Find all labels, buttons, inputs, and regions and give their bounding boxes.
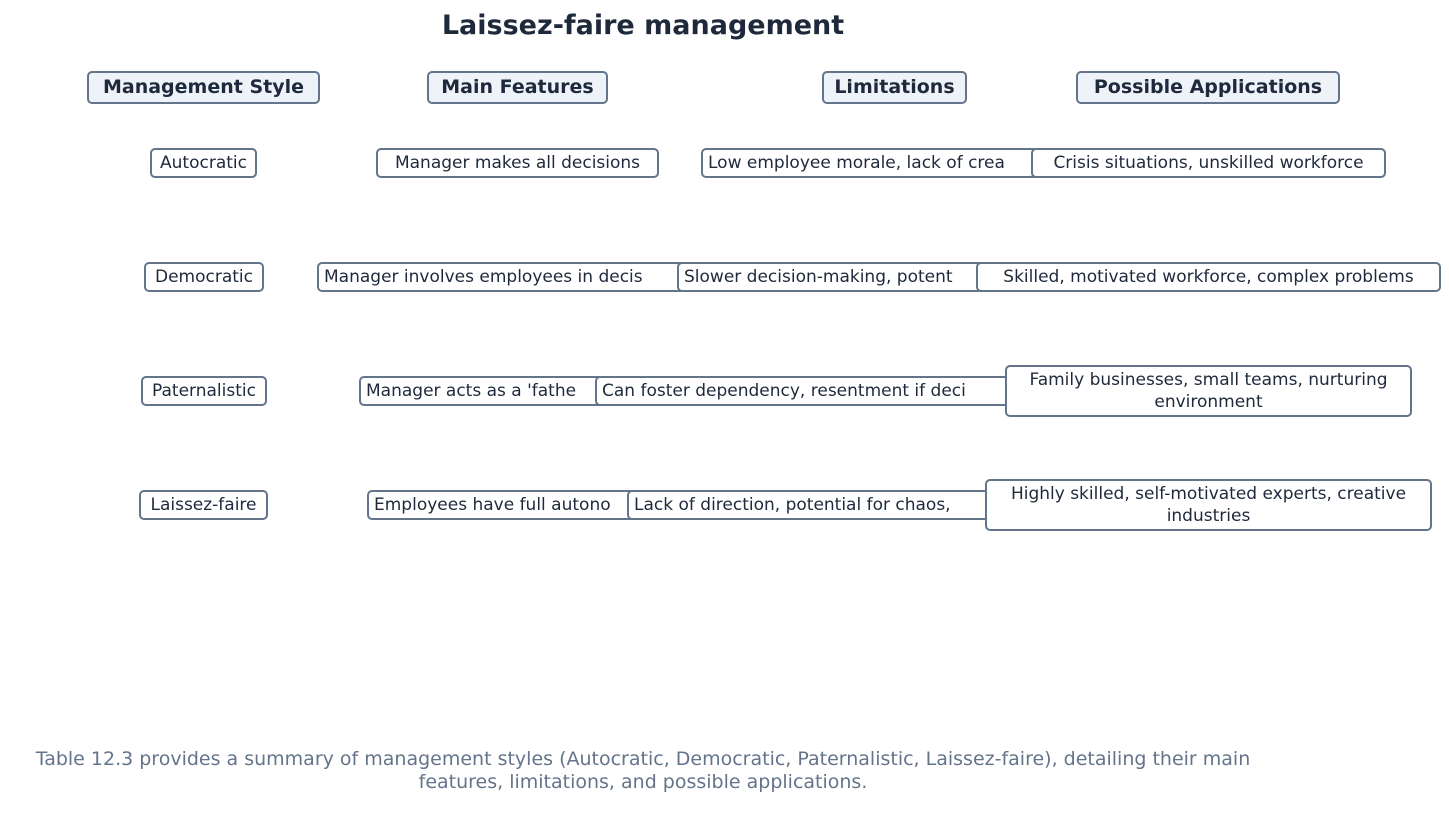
header-management-style: Management Style — [87, 71, 320, 104]
caption: Table 12.3 provides a summary of management styles (Autocratic, Democratic, Paternalistic, Laissez-faire), detailing their main features, limitations, and possible applications. — [35, 748, 1251, 793]
cell-style: Democratic — [144, 262, 264, 292]
header-main-features: Main Features — [427, 71, 608, 104]
cell-applications: Highly skilled, self-motivated experts, creative industries — [985, 479, 1432, 531]
diagram-title: Laissez-faire management — [441, 10, 845, 41]
header-limitations: Limitations — [822, 71, 967, 104]
cell-applications: Crisis situations, unskilled workforce — [1031, 148, 1386, 178]
cell-features: Manager acts as a 'fathe — [359, 376, 671, 406]
cell-features: Manager makes all decisions — [376, 148, 659, 178]
cell-features: Manager involves employees in decis — [317, 262, 717, 292]
cell-applications: Family businesses, small teams, nurturing environment — [1005, 365, 1412, 417]
header-possible-applications: Possible Applications — [1076, 71, 1340, 104]
cell-limitations: Low employee morale, lack of crea — [701, 148, 1091, 178]
cell-applications: Skilled, motivated workforce, complex problems — [976, 262, 1441, 292]
cell-style: Laissez-faire — [139, 490, 268, 520]
cell-limitations: Can foster dependency, resentment if deci — [595, 376, 1045, 406]
cell-style: Autocratic — [150, 148, 257, 178]
cell-style: Paternalistic — [141, 376, 267, 406]
cell-limitations: Slower decision-making, potent — [677, 262, 1107, 292]
cell-features: Employees have full autono — [367, 490, 667, 520]
cell-limitations: Lack of direction, potential for chaos, — [627, 490, 1037, 520]
